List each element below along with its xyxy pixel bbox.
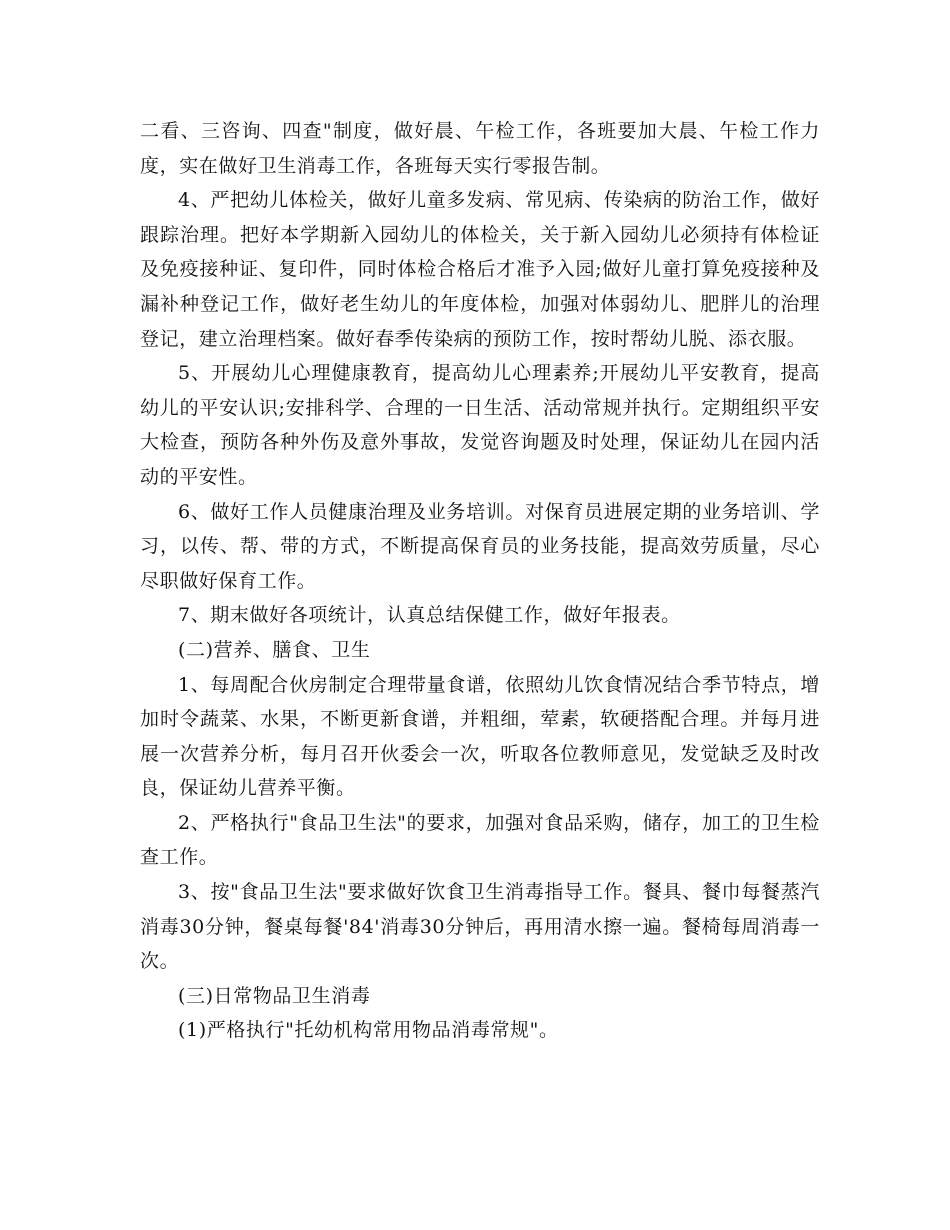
paragraph-nutrition-2: 2、严格执行"食品卫生法"的要求，加强对食品采购，储存，加工的卫生检查工作。 bbox=[140, 811, 820, 869]
document-page bbox=[140, 114, 820, 1048]
paragraph-nutrition-3: 3、按"食品卫生法"要求做好饮食卫生消毒指导工作。餐具、餐巾每餐蒸汽消毒30分钟，餐桌每餐'84'消毒30分钟后，再用清水擦一遍。餐椅每周消毒一次。 bbox=[140, 881, 820, 973]
paragraph-disinfection-1: (1)严格执行"托幼机构常用物品消毒常规"。 bbox=[178, 1019, 559, 1042]
section-heading-nutrition: (二)营养、膳食、卫生 bbox=[178, 638, 371, 661]
paragraph-item-7: 7、期末做好各项统计，认真总结保健工作，做好年报表。 bbox=[178, 604, 681, 627]
paragraph-nutrition-1: 1、每周配合伙房制定合理带量食谱，依照幼儿饮食情况结合季节特点，增加时令蔬菜、水果，不断更新食谱，并粗细，荤素，软硬搭配合理。并每月进展一次营养分析，每月召开伙委会一次，听取各位教师意见，发觉缺乏及时改良，保证幼儿营养平衡。 bbox=[140, 673, 820, 800]
paragraph-item-4: 4、严把幼儿体检关，做好儿童多发病、常见病、传染病的防治工作，做好跟踪治理。把好本学期新入园幼儿的体检关，关于新入园幼儿必须持有体检证及免疫接种证、复印件，同时体检合格后才准予入园;做好儿童打算免疫接种及漏补种登记工作，做好老生幼儿的年度体检，加强对体弱幼儿、肥胖儿的治理登记，建立治理档案。做好春季传染病的预防工作，按时帮幼儿脱、添衣服。 bbox=[140, 189, 820, 350]
section-heading-disinfection: (三)日常物品卫生消毒 bbox=[178, 984, 371, 1007]
paragraph-continuation: 二看、三咨询、四查"制度，做好晨、午检工作，各班要加大晨、午检工作力度，实在做好卫生消毒工作，各班每天实行零报告制。 bbox=[140, 120, 820, 177]
paragraph-item-6: 6、做好工作人员健康治理及业务培训。对保育员进展定期的业务培训、学习，以传、帮、带的方式，不断提高保育员的业务技能，提高效劳质量，尽心尽职做好保育工作。 bbox=[140, 500, 820, 592]
paragraph-item-5: 5、开展幼儿心理健康教育，提高幼儿心理素养;开展幼儿平安教育，提高幼儿的平安认识;安排科学、合理的一日生活、活动常规并执行。定期组织平安大检查，预防各种外伤及意外事故，发觉咨询题及时处理，保证幼儿在园内活动的平安性。 bbox=[140, 362, 820, 488]
